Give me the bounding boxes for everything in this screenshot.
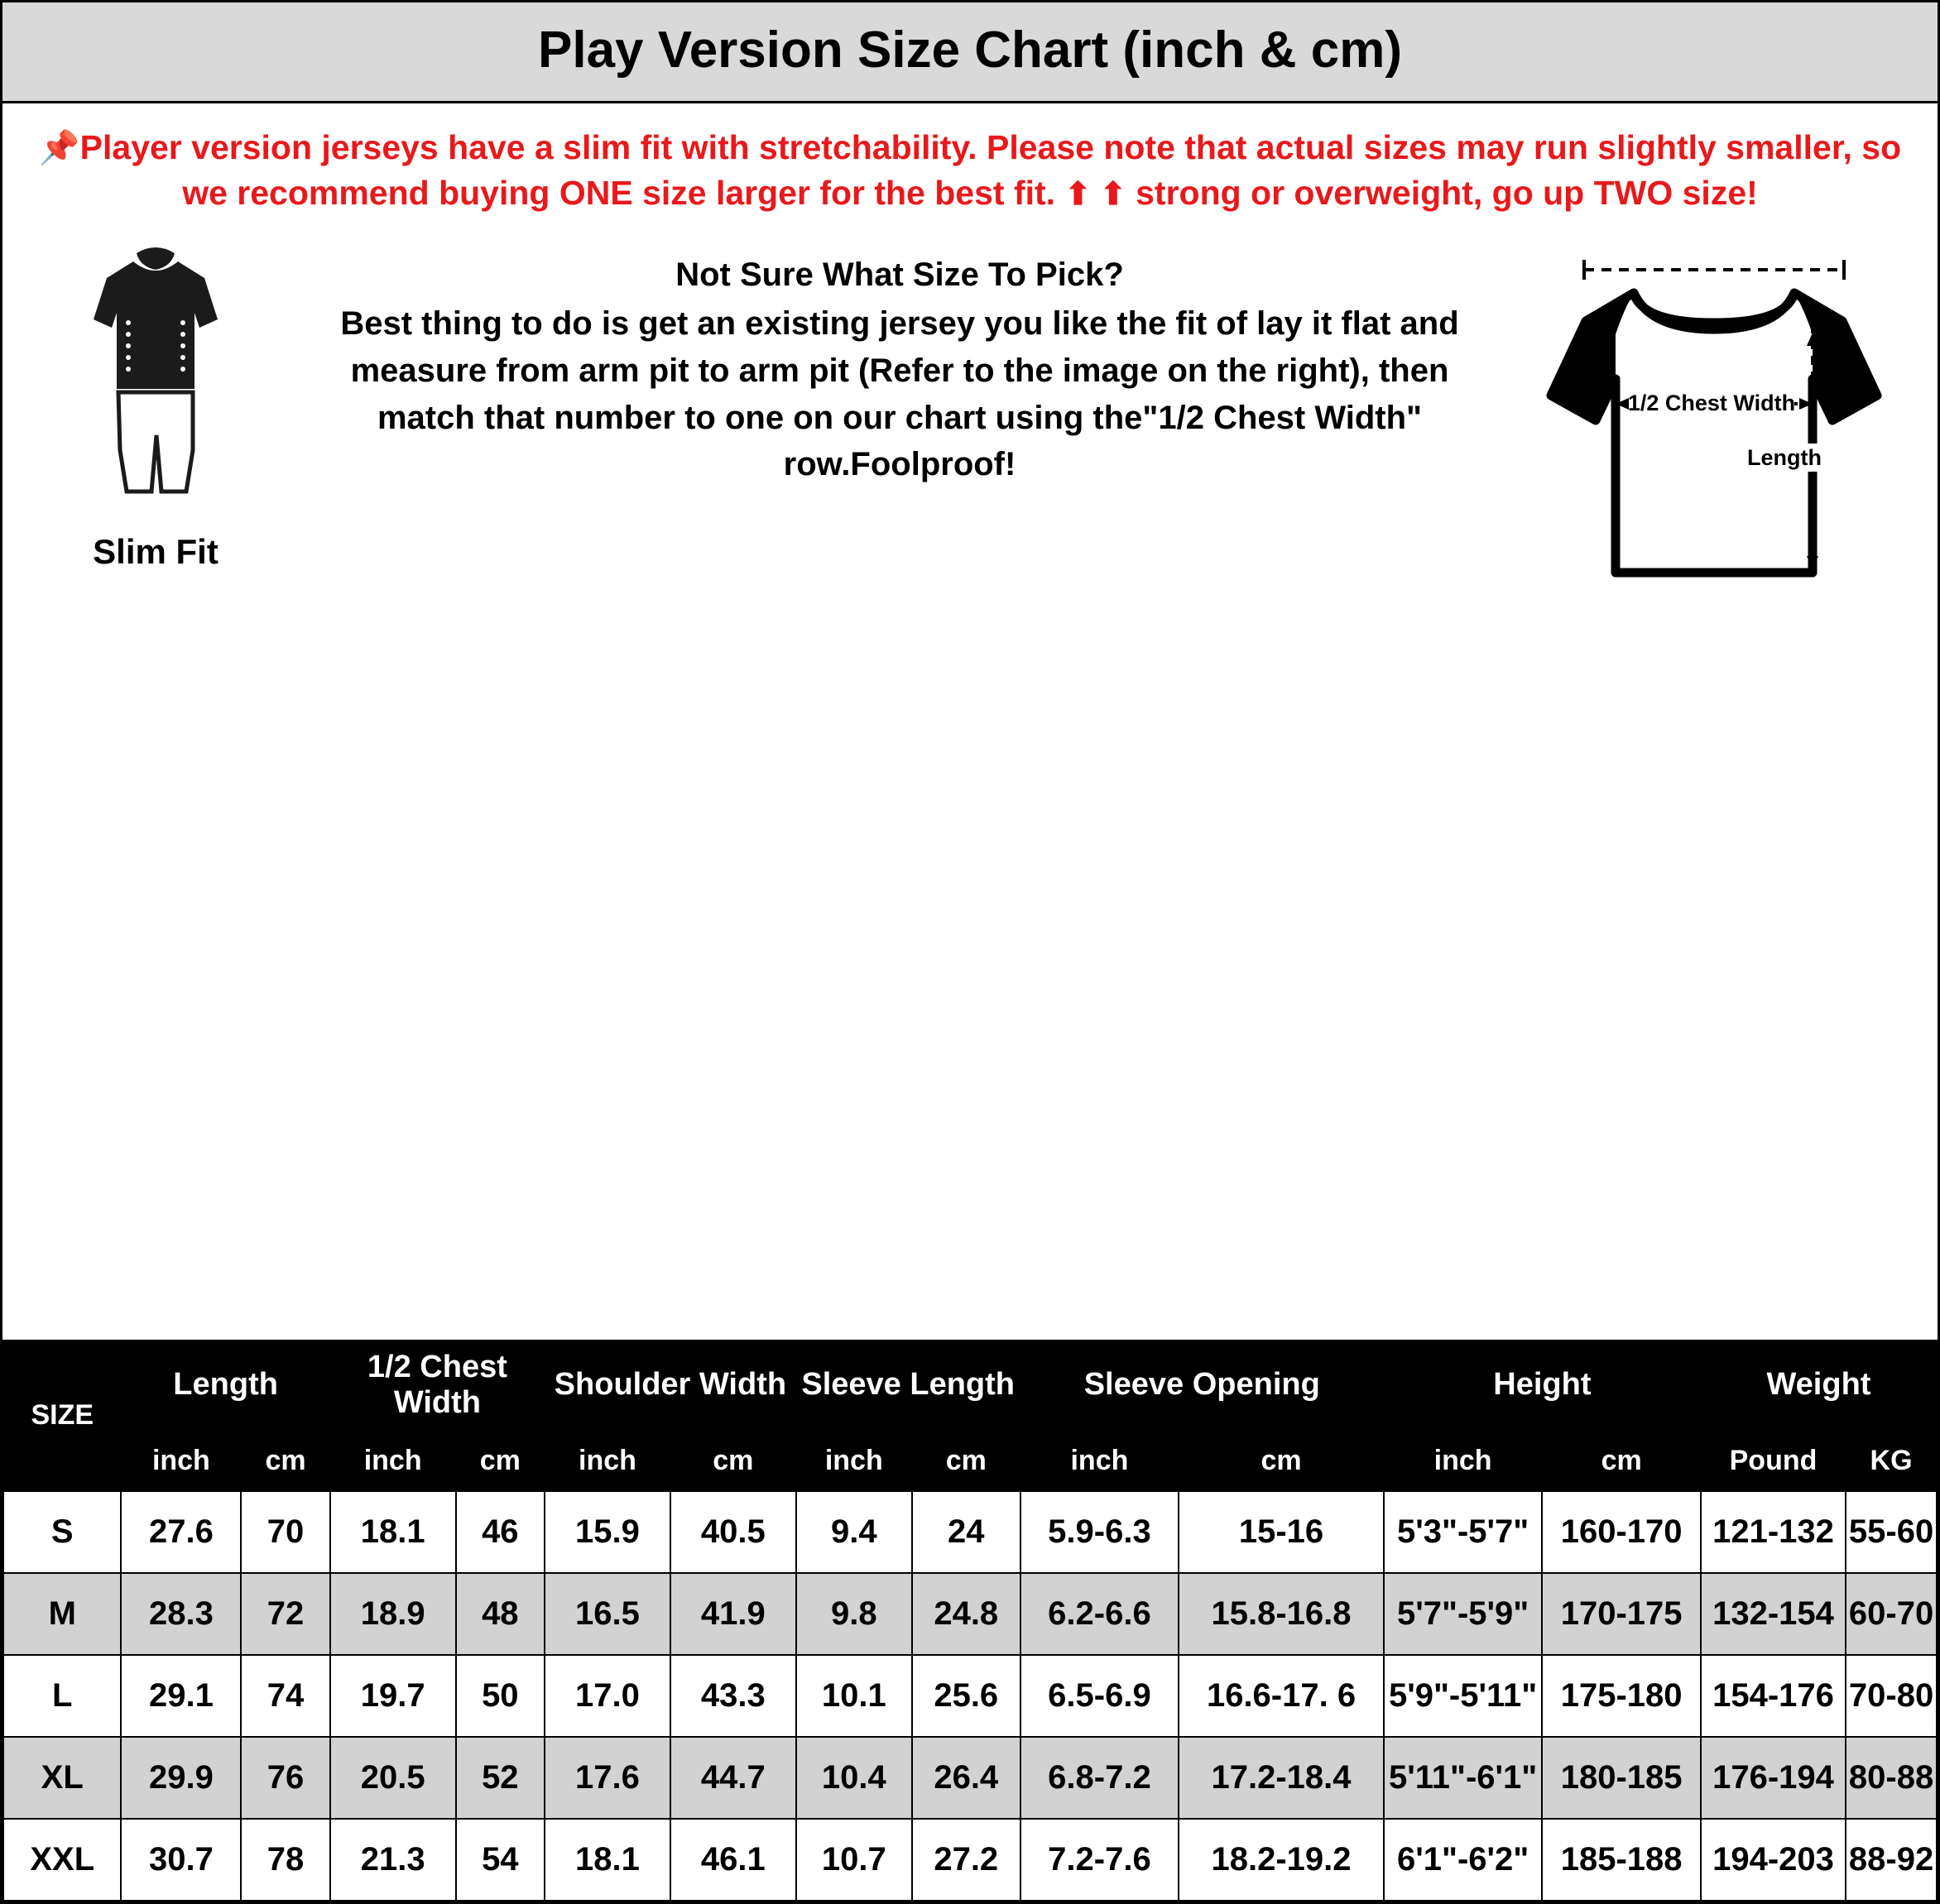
cell: 15-16 <box>1179 1491 1384 1573</box>
pushpin-icon: 📌 <box>38 130 80 166</box>
header-group-weight: Weight <box>1701 1340 1937 1431</box>
cell: 44.7 <box>670 1737 796 1819</box>
cell: 29.1 <box>121 1655 241 1737</box>
cell: 46 <box>456 1491 545 1573</box>
cell: 26.4 <box>912 1737 1020 1819</box>
header-unit-height-inch: inch <box>1384 1431 1543 1491</box>
row-size: XXL <box>3 1819 121 1901</box>
cell: 27.2 <box>912 1819 1020 1901</box>
cell: 6'1"-6'2" <box>1384 1819 1543 1901</box>
size-notice <box>2 103 1938 218</box>
title-bar <box>2 2 1938 103</box>
header-group-half-chest-width: 1/2 Chest Width <box>330 1340 545 1431</box>
table-row <box>3 1491 1937 1573</box>
cell: 170-175 <box>1542 1573 1701 1655</box>
cell: 121-132 <box>1701 1491 1846 1573</box>
cell: 17.0 <box>545 1655 670 1737</box>
row-size: XL <box>3 1737 121 1819</box>
cell: 185-188 <box>1542 1819 1701 1901</box>
cell: 17.6 <box>545 1737 670 1819</box>
header-unit-shoulder-cm: cm <box>670 1431 796 1491</box>
cell: 176-194 <box>1701 1737 1846 1819</box>
header-unit-height-cm: cm <box>1542 1431 1701 1491</box>
cell: 5'7"-5'9" <box>1384 1573 1543 1655</box>
header-unit-chest-cm: cm <box>456 1431 545 1491</box>
cell: 175-180 <box>1542 1655 1701 1737</box>
cell: 17.2-18.4 <box>1179 1737 1384 1819</box>
cell: 80-88 <box>1846 1737 1937 1819</box>
cell: 180-185 <box>1542 1737 1701 1819</box>
size-help-body: Best thing to do is get an existing jersey you like the fit of lay it flat and measure from arm pit to arm pit (Refer to the image on the right), then match that number to one on our chart using the"1/2 Chest Width" row.Foolproof! <box>340 305 1459 483</box>
row-size: S <box>3 1491 121 1573</box>
cell: 70-80 <box>1846 1655 1937 1737</box>
table-header-units <box>3 1431 1937 1491</box>
cell: 40.5 <box>670 1491 796 1573</box>
cell: 9.4 <box>796 1491 912 1573</box>
cell: 52 <box>456 1737 545 1819</box>
cell: 29.9 <box>121 1737 241 1819</box>
header-unit-sleeve-opening-inch: inch <box>1020 1431 1179 1491</box>
cell: 43.3 <box>670 1655 796 1737</box>
table-row <box>3 1819 1937 1901</box>
cell: 72 <box>241 1573 329 1655</box>
cell: 30.7 <box>121 1819 241 1901</box>
page-title: Play Version Size Chart (inch & cm) <box>538 22 1402 79</box>
cell: 5'11"-6'1" <box>1384 1737 1543 1819</box>
cell: 18.1 <box>545 1819 670 1901</box>
cell: 20.5 <box>330 1737 456 1819</box>
row-size: L <box>3 1655 121 1737</box>
header-unit-weight-kg: KG <box>1846 1431 1937 1491</box>
cell: 15.8-16.8 <box>1179 1573 1384 1655</box>
slim-fit-block <box>19 223 292 572</box>
cell: 10.7 <box>796 1819 912 1901</box>
cell: 46.1 <box>670 1819 796 1901</box>
cell: 15.9 <box>545 1491 670 1573</box>
cell: 27.6 <box>121 1491 241 1573</box>
header-unit-sleeve-length-inch: inch <box>796 1431 912 1491</box>
row-size: M <box>3 1573 121 1655</box>
info-row <box>2 218 1938 610</box>
cell: 154-176 <box>1701 1655 1846 1737</box>
cell: 88-92 <box>1846 1819 1937 1901</box>
tshirt-measure-icon <box>1536 242 1892 602</box>
table-header-groups <box>3 1340 1937 1431</box>
slim-fit-label: Slim Fit <box>93 531 218 571</box>
size-help-question: Not Sure What Size To Pick? <box>675 256 1124 293</box>
header-group-sleeve-opening: Sleeve Opening <box>1020 1340 1384 1431</box>
header-unit-sleeve-opening-cm: cm <box>1179 1431 1384 1491</box>
cell: 48 <box>456 1573 545 1655</box>
header-unit-length-inch: inch <box>121 1431 241 1491</box>
cell: 60-70 <box>1846 1573 1937 1655</box>
header-unit-weight-pound: Pound <box>1701 1431 1846 1491</box>
cell: 28.3 <box>121 1573 241 1655</box>
cell: 9.8 <box>796 1573 912 1655</box>
cell: 16.6-17. 6 <box>1179 1655 1384 1737</box>
notice-text-part1: Player version jerseys have a slim fit with stretchability. Please note that actual sizes may run slightly smaller, so we recommend buying ONE size larger for the best fit. <box>79 128 1902 212</box>
cell: 6.2-6.6 <box>1020 1573 1179 1655</box>
svg-text:Length: Length <box>1747 444 1822 470</box>
layout-spacer <box>2 610 1938 1340</box>
slim-fit-body-icon <box>69 243 242 520</box>
tshirt-diagram <box>1507 223 1921 602</box>
header-group-height: Height <box>1384 1340 1701 1431</box>
cell: 25.6 <box>912 1655 1020 1737</box>
cell: 41.9 <box>670 1573 796 1655</box>
table-row <box>3 1655 1937 1737</box>
cell: 76 <box>241 1737 329 1819</box>
cell: 24.8 <box>912 1573 1020 1655</box>
cell: 21.3 <box>330 1819 456 1901</box>
cell: 5.9-6.3 <box>1020 1491 1179 1573</box>
cell: 160-170 <box>1542 1491 1701 1573</box>
cell: 78 <box>241 1819 329 1901</box>
arrow-up-icon: ⬆ ⬆ <box>1064 176 1126 212</box>
cell: 5'3"-5'7" <box>1384 1491 1543 1573</box>
header-group-sleeve-length: Sleeve Length <box>796 1340 1020 1431</box>
size-table <box>2 1340 1938 1902</box>
cell: 6.8-7.2 <box>1020 1737 1179 1819</box>
table-row <box>3 1737 1937 1819</box>
svg-text:1/2 Chest Width: 1/2 Chest Width <box>1627 390 1796 415</box>
cell: 18.1 <box>330 1491 456 1573</box>
cell: 5'9"-5'11" <box>1384 1655 1543 1737</box>
cell: 24 <box>912 1491 1020 1573</box>
header-unit-shoulder-inch: inch <box>545 1431 670 1491</box>
header-unit-sleeve-length-cm: cm <box>912 1431 1020 1491</box>
cell: 18.2-19.2 <box>1179 1819 1384 1901</box>
cell: 194-203 <box>1701 1819 1846 1901</box>
size-help-text <box>292 223 1507 488</box>
header-size: SIZE <box>3 1340 121 1491</box>
cell: 16.5 <box>545 1573 670 1655</box>
notice-text-part2: strong or overweight, go up TWO size! <box>1136 173 1758 212</box>
cell: 50 <box>456 1655 545 1737</box>
header-group-shoulder-width: Shoulder Width <box>545 1340 796 1431</box>
header-group-length: Length <box>121 1340 329 1431</box>
cell: 6.5-6.9 <box>1020 1655 1179 1737</box>
cell: 18.9 <box>330 1573 456 1655</box>
table-row <box>3 1573 1937 1655</box>
cell: 10.4 <box>796 1737 912 1819</box>
cell: 132-154 <box>1701 1573 1846 1655</box>
cell: 74 <box>241 1655 329 1737</box>
header-unit-chest-inch: inch <box>330 1431 456 1491</box>
cell: 19.7 <box>330 1655 456 1737</box>
header-unit-length-cm: cm <box>241 1431 329 1491</box>
cell: 10.1 <box>796 1655 912 1737</box>
cell: 7.2-7.6 <box>1020 1819 1179 1901</box>
cell: 70 <box>241 1491 329 1573</box>
cell: 54 <box>456 1819 545 1901</box>
cell: 55-60 <box>1846 1491 1937 1573</box>
